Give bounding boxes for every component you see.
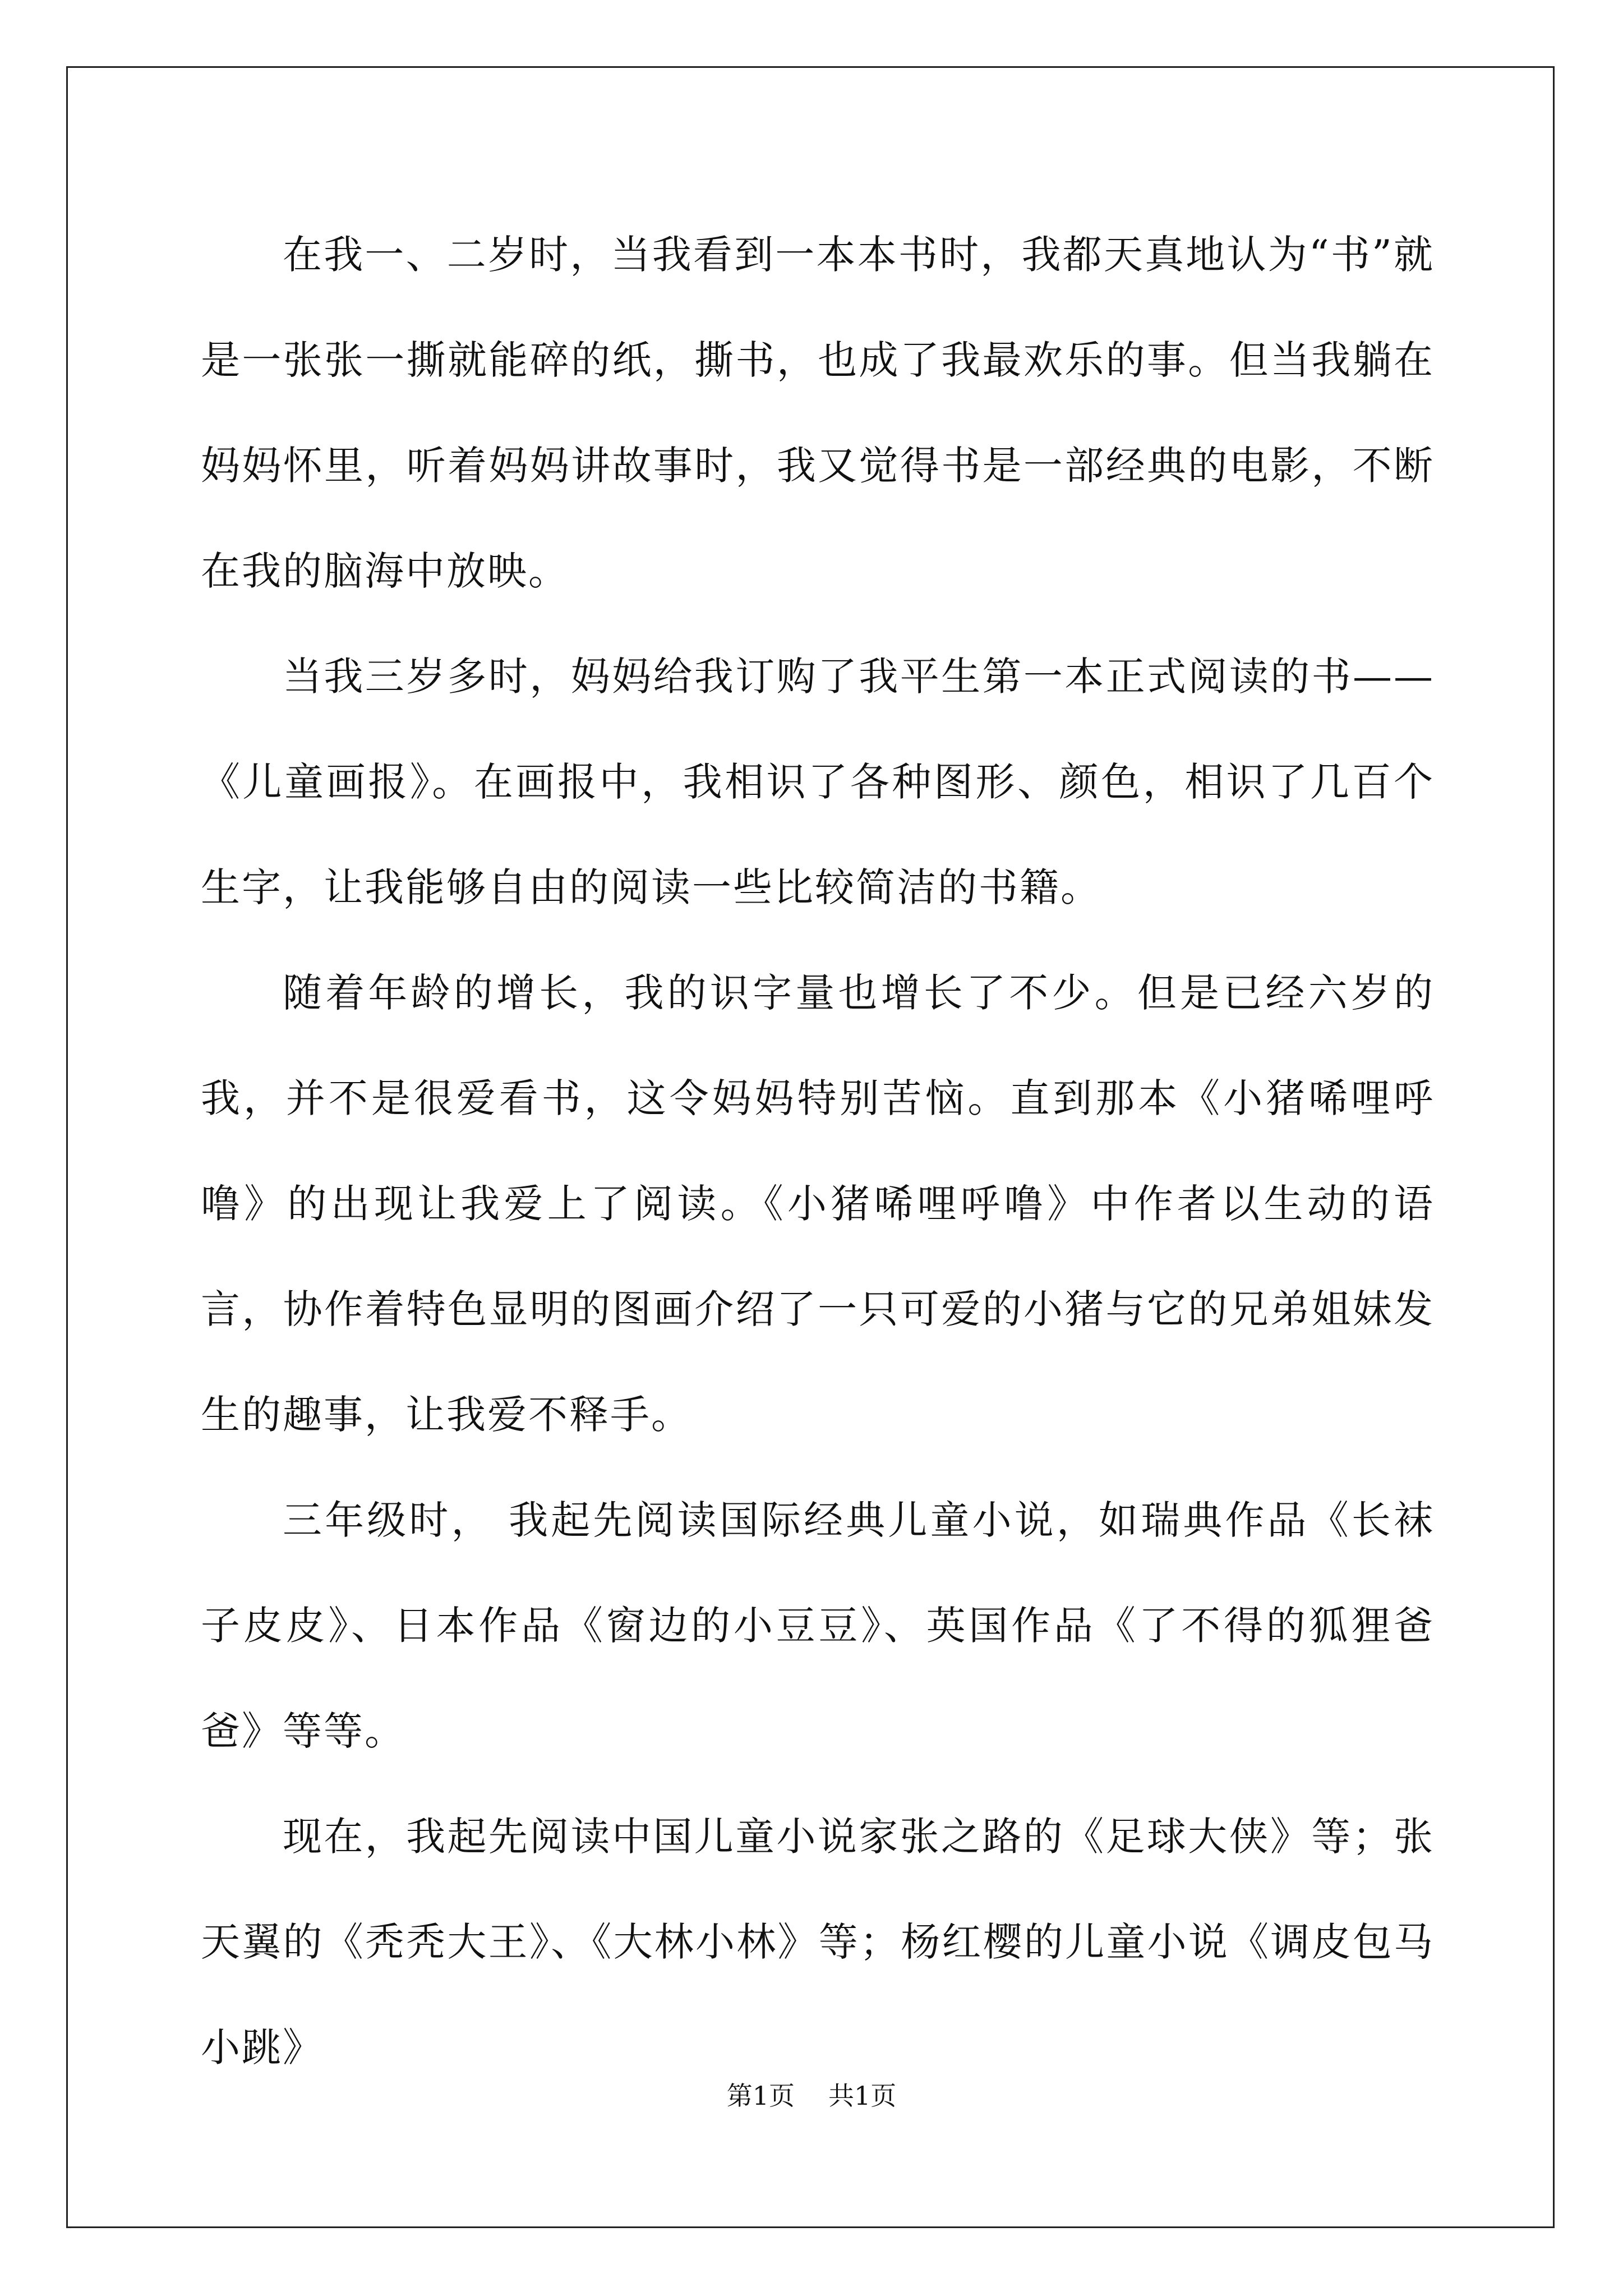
paragraph-3: 随着年龄的增长，我的识字量也增长了不少。但是已经六岁的我，并不是很爱看书，这令妈妈特别苦恼。直到那本《小猪唏哩呼噜》的出现让我爱上了阅读。《小猪唏哩呼噜》中作者以生动的语言，协作着特色显明的图画介绍了一只可爱的小猪与它的兄弟姐妹发生的趣事，让我爱不释手。	[201, 970, 1435, 1438]
paragraph-4: 三年级时， 我起先阅读国际经典儿童小说，如瑞典作品《长袜子皮皮》、日本作品《窗边的小豆豆》、英国作品《了不得的狐狸爸爸》等等。	[201, 1497, 1435, 1754]
paragraph-2: 当我三岁多时，妈妈给我订购了我平生第一本正式阅读的书——《儿童画报》。在画报中，我相识了各种图形、颜色，相识了几百个生字，让我能够自由的阅读一些比较简洁的书籍。	[201, 654, 1435, 910]
page-number-total: 共1页	[828, 2081, 897, 2111]
paragraph-5: 现在，我起先阅读中国儿童小说家张之路的《足球大侠》等；张天翼的《秃秃大王》、《大林小林》等；杨红樱的儿童小说《调皮包马小跳》	[201, 1814, 1435, 2070]
page-number-current: 第1页	[726, 2081, 795, 2111]
paragraph-1: 在我一、二岁时，当我看到一本本书时，我都天真地认为“书”就是一张张一撕就能碎的纸，撕书，也成了我最欢乐的事。但当我躺在妈妈怀里，听着妈妈讲故事时，我又觉得书是一部经典的电影，不断在我的脑海中放映。	[201, 232, 1435, 594]
page-footer	[0, 2076, 1623, 2113]
document-body	[201, 202, 1435, 2100]
